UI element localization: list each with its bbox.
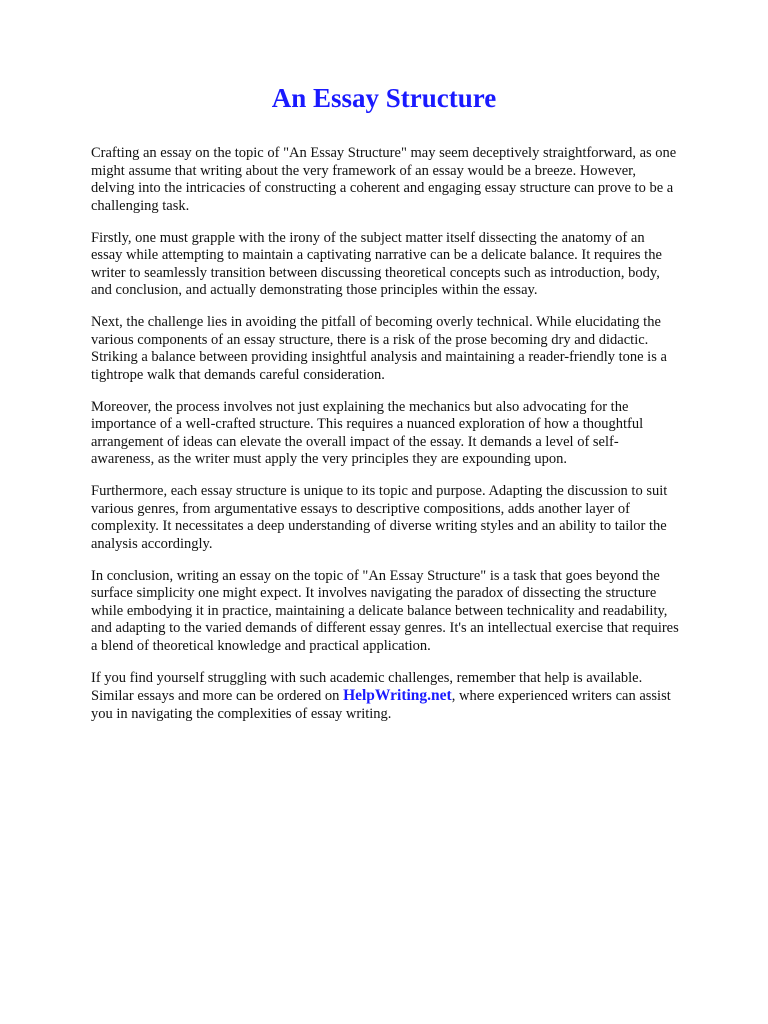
essay-body — [91, 145, 731, 738]
paragraph-5: Furthermore, each essay structure is unique to its topic and purpose. Adapting the discussion to suit various genres, from argumentative essays to descriptive compositions, adds another layer of complexity. It necessitates a deep understanding of diverse writing styles and an ability to tailor the analysis accordingly. — [91, 483, 668, 552]
helpwriting-link[interactable]: HelpWriting.net — [343, 687, 452, 704]
closing-paragraph — [91, 670, 731, 724]
paragraph-6: In conclusion, writing an essay on the topic of "An Essay Structure" is a task that goes beyond the surface simplicity one might expect. It involves navigating the paradox of dissecting the structure while embodying it in practice, maintaining a delicate balance between technicality and readability, and adapting to the varied demands of different essay genres. It's an intellectual exercise that requires a blend of theoretical knowledge and practical application. — [91, 567, 679, 654]
closing-text-after-link: , where experienced writers can assist you in navigating the complexities of essay writing. — [91, 688, 671, 722]
page-title: An Essay Structure — [271, 83, 497, 113]
closing-text-before-link: If you find yourself struggling with such academic challenges, remember that help is available. Similar essays and more can be ordered on — [91, 669, 643, 704]
paragraph-1: Crafting an essay on the topic of "An Essay Structure" may seem deceptively straightforward, as one might assume that writing about the very framework of an essay would be a breeze. However, delving into the intricacies of constructing a coherent and engaging essay structure can prove to be a challenging task. — [91, 145, 677, 214]
paragraph-3: Next, the challenge lies in avoiding the pitfall of becoming overly technical. While elucidating the various components of an essay structure, there is a risk of the prose becoming dry and didactic. Striking a balance between providing insightful analysis and maintaining a reader-friendly tone is a tightrope walk that demands careful consideration. — [91, 314, 667, 383]
paragraph-4: Moreover, the process involves not just explaining the mechanics but also advocating for the importance of a well-crafted structure. This requires a nuanced exploration of how a thoughtful arrangement of ideas can elevate the overall impact of the essay. It demands a level of self- awareness, as the writer must apply the very principles they are expounding upon. — [91, 398, 644, 467]
paragraph-2: Firstly, one must grapple with the irony of the subject matter itself dissecting the anatomy of an essay while attempting to maintain a captivating narrative can be a delicate balance. It requires the writer to seamlessly transition between discussing theoretical concepts such as introduction, body, and conclusion, and actually demonstrating those principles within the essay. — [91, 229, 662, 298]
